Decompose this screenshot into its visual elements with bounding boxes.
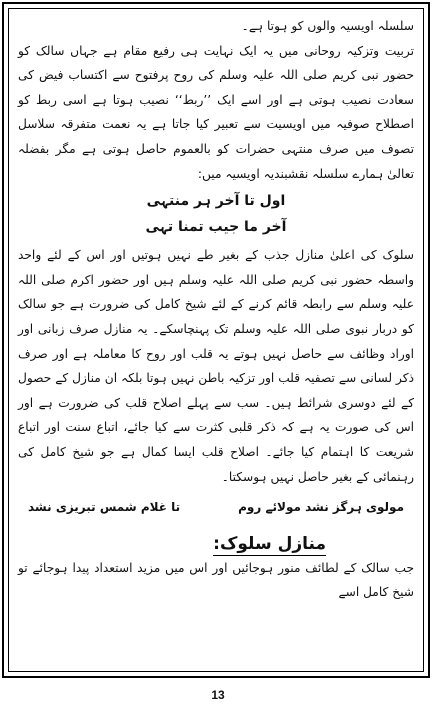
paragraph-suluk: سلوک کی اعلیٰ منازل جذب کے بغیر طے نہیں ہوتیں اور اس کے لئے واحد واسطہ حضور نبی کریم صلی اللہ علیہ وسلم ہیں اور حضور اکرم صلی اللہ علیہ وسلم سے رابطہ قائم کرنے کے لئے شیخ کامل کی ضرورت ہے جو سالک کو دربار نبوی صلی اللہ علیہ وسلم تک پہنچاسکے۔ یہ منازل صرف زبانی اور اوراد وظائف سے حاصل نہیں ہوتے یہ قلب اور روح کا معاملہ ہے اور صرف ذکر لسانی سے تصفیہ قلب اور تزکیہ باطن نہیں ہوتا بلکہ ان منازل کے حصول کے لئے دوسری شرائط ہیں۔ سب سے پہلے اصلاح قلب کی ضرورت ہے اور اس کی صورت یہ ہے کہ ذکر قلبی کثرت سے کیا جائے، اتباع سنت اور اتباع شریعت کا اہتمام کیا جائے۔ اصلاح قلب ایسا کمال ہے جو شیخ کامل کی رہنمائی کے بغیر حاصل نہیں ہوسکتا۔ [18,248,414,484]
couplet-first-half: مولوی ہرگز نشد مولائے روم [238,500,404,515]
section-heading-text: منازل سلوک: [213,533,326,554]
paragraph-opening: سلسلہ اویسیہ والوں کو ہوتا ہے۔ [241,19,414,33]
couplet [18,495,414,520]
couplet-second-half: تا غلام شمس تبریزی نشد [28,500,181,515]
paragraph-owaisiyat: تربیت وتزکیہ روحانی میں یہ ایک نہایت ہی رفیع مقام ہے جہاں سالک کو حضور نبی کریم صلی اللہ علیہ وسلم کی روح پرفتوح سے اکتساب فیض کی سعادت نصیب ہوتی ہے اور اسے ایک ’’ربط‘‘ نصیب ہوتا ہے اسی ربط کو اصطلاح صوفیہ میں اویسیت سے تعبیر کیا جاتا ہے یہ نعمت متفرقہ سلاسل تصوف میں صرف منتہی حضرات کو بالعموم حاصل ہوتی ہے مگر بفضلہ تعالیٰ ہمارے سلسلہ نقشبندیہ اویسیہ میں: [18,43,414,181]
section-heading [18,532,414,556]
paragraph-closing: جب سالک کے لطائف منور ہوجائیں اور اس میں مزید استعداد پیدا ہوجائے تو شیخ کامل اسے [18,560,414,600]
verse-block [18,188,414,240]
verse-line-2: آخر ما جیب تمنا تہی [145,219,287,236]
page-border [2,2,430,678]
page-content [18,14,414,605]
page-number: 13 [211,688,225,702]
verse-line-1: اول تا آخر ہر منتہی [146,193,286,210]
